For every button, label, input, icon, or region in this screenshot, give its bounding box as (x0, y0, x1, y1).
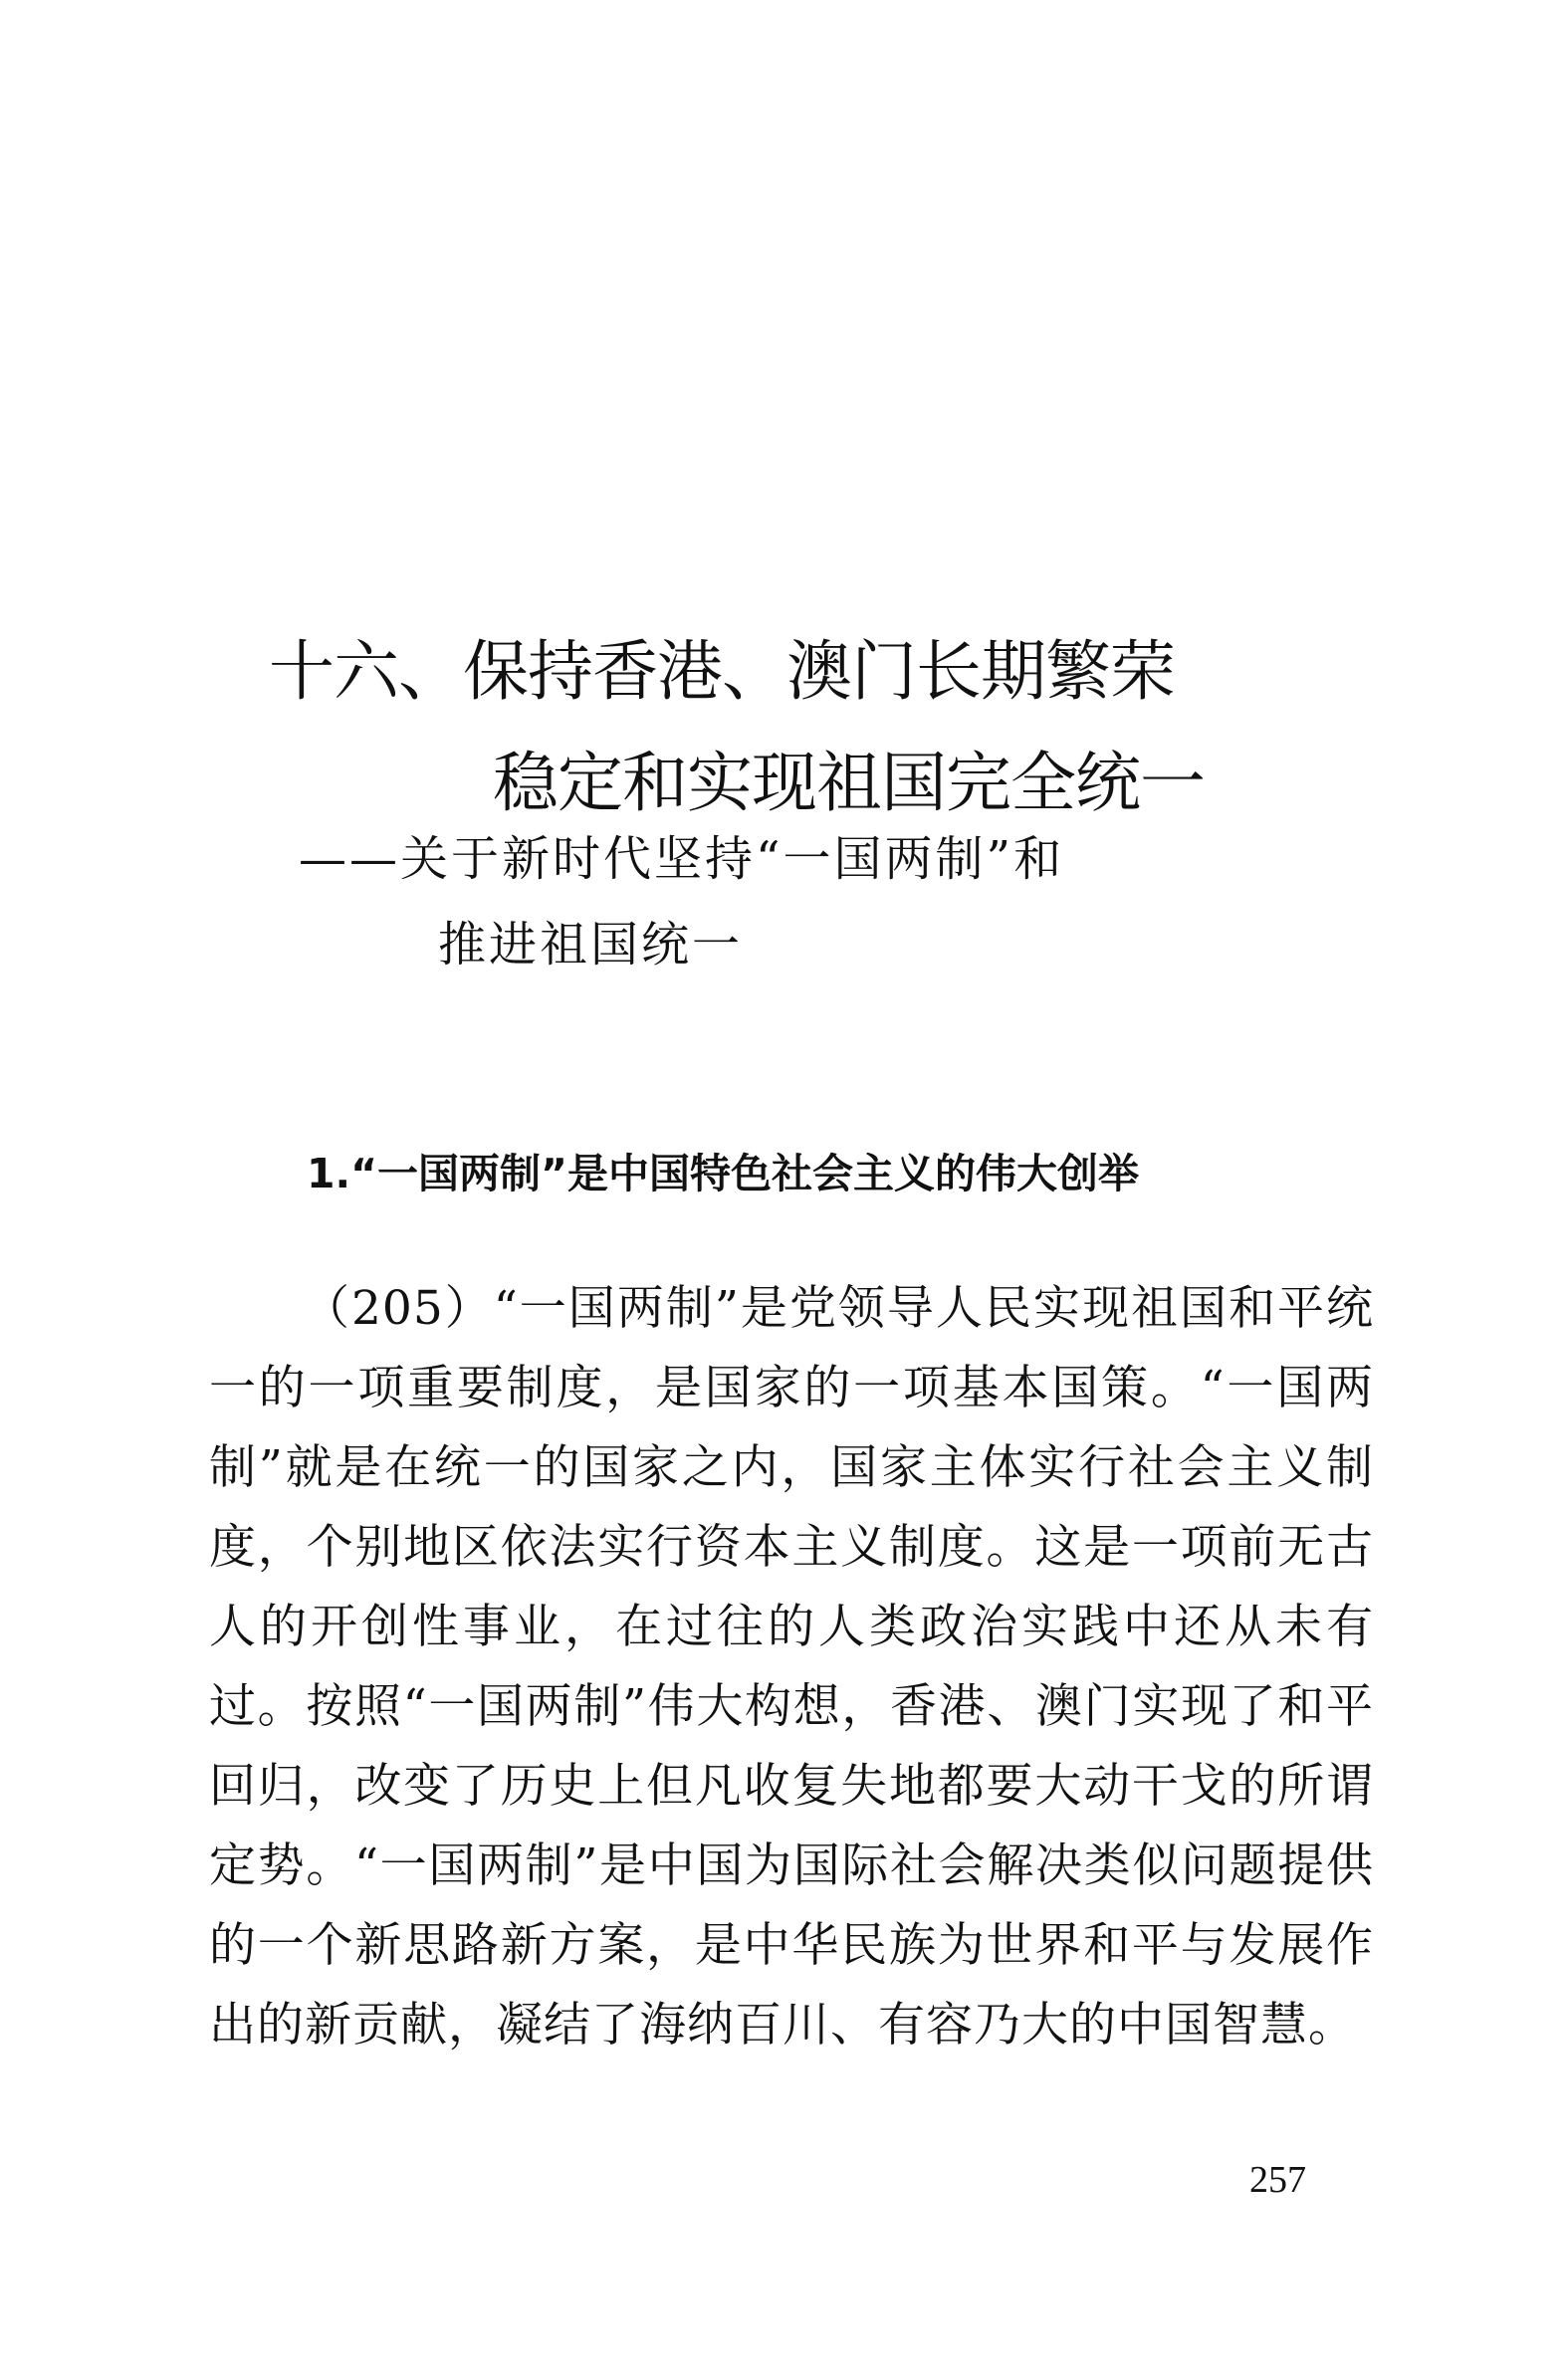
chapter-title-line-2: 稳定和实现祖国完全统一 (493, 745, 1205, 822)
page-number: 257 (1249, 2159, 1306, 2201)
chapter-subtitle-line-2: 推进祖国统一 (438, 917, 744, 973)
chapter-subtitle (299, 816, 1314, 987)
chapter-title-line-1: 十六、保持香港、澳门长期繁荣 (269, 633, 1175, 711)
chapter-subtitle-line-1: ——关于新时代坚持“一国两制”和 (299, 831, 1065, 887)
body-paragraph: （205）“一国两制”是党领导人民实现祖国和平统一的一项重要制度，是国家的一项基本国策。“一国两制”就是在统一的国家之内，国家主体实行社会主义制度，个别地区依法实行资本主义制度。这是一项前无古人的开创性事业，在过往的人类政治实践中还从未有过。按照“一国两制”伟大构想，香港、澳门实现了和平回归，改变了历史上但凡收复失地都要大动干戈的所谓定势。“一国两制”是中国为国际社会解决类似问题提供的一个新思路新方案，是中华民族为世界和平与发展作出的新贡献，凝结了海纳百川、有容乃大的中国智慧。 (209, 1281, 1374, 2053)
chapter-title (269, 616, 1324, 839)
section-heading: 1.“一国两制”是中国特色社会主义的伟大创举 (307, 1150, 1139, 1198)
